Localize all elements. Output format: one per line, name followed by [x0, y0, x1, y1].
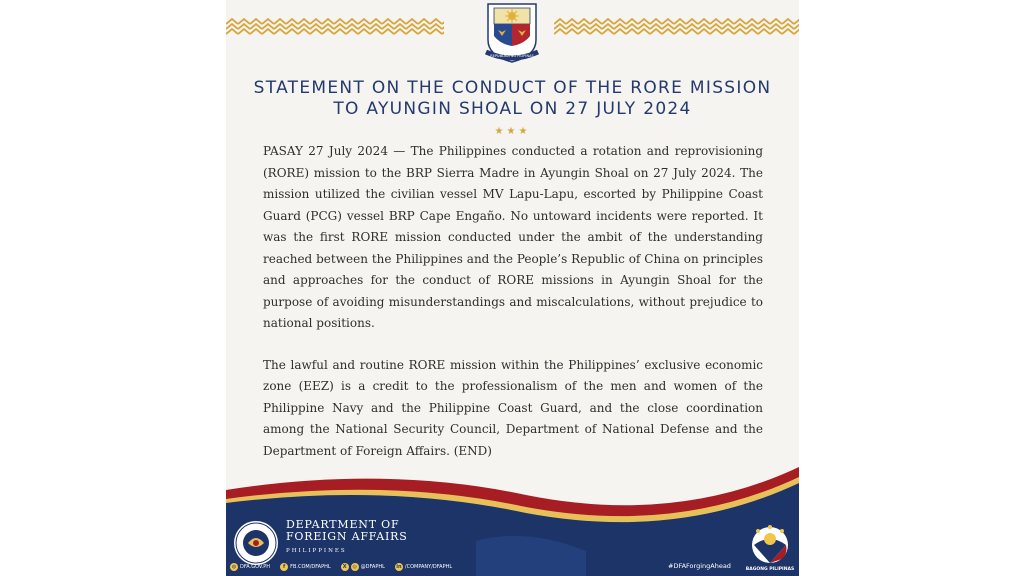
social-x[interactable]: [341, 563, 385, 571]
seal-caption: REPUBLIKA NG PILIPINAS: [490, 54, 534, 58]
social-website[interactable]: [230, 563, 270, 571]
facebook-icon: f: [280, 563, 288, 571]
globe-icon: ◍: [231, 564, 237, 570]
paragraph-2: The lawful and routine RORE mission within the Philippines’ exclusive economic zone (EEZ) is a credit to the professionalism of the men and women of the Philippine Navy and the Philippine Coast Guard, and the close coordination among the National Security Council, Department of National Defense and the Department of Foreign Affairs. (END): [263, 357, 763, 458]
dept-line-1: DEPARTMENT OF: [286, 518, 400, 531]
statement-body: [263, 141, 763, 462]
social-links: [230, 563, 452, 571]
social-linkedin[interactable]: [395, 563, 452, 571]
title-line-1: STATEMENT ON THE CONDUCT OF THE RORE MISSION: [253, 78, 772, 98]
footer-wave-graphic: [226, 455, 799, 576]
paragraph-1: PASAY 27 July 2024 — The Philippines conducted a rotation and reprovisioning (RORE) mission to the BRP Sierra Madre in Ayungin Shoal on 27 July 2024. The mission utilized the civilian vessel MV Lapu-Lapu, escorted by Philippine Coast Guard (PCG) vessel BRP Cape Engaño. No untoward incidents were reported. It was the first RORE mission conducted under the ambit of the understanding reached between the Philippines and the People’s Republic of China on principles and approaches for the conduct of RORE missions in Ayungin Shoal for the purpose of avoiding misunderstandings and miscalculations, without prejudice to national positions.: [263, 144, 763, 330]
dept-line-2: FOREIGN AFFAIRS: [286, 530, 408, 543]
social-label: /COMPANY/DFAPHL: [404, 564, 453, 570]
linkedin-icon: in: [396, 564, 402, 570]
footer-banner: [226, 455, 799, 576]
instagram-icon: ◎: [352, 564, 357, 570]
dfa-seal-icon: [232, 519, 280, 567]
social-facebook[interactable]: [280, 563, 331, 571]
bagong-pilipinas-label: BAGONG PILIPINAS: [745, 567, 795, 572]
page-title: [226, 78, 799, 120]
zigzag-ornament-left: [226, 18, 444, 36]
social-label: @DFAPHL: [360, 564, 385, 570]
bagong-pilipinas-logo-icon: [746, 523, 794, 571]
social-label: DFA.GOV.PH: [240, 564, 271, 570]
hashtag: #DFAForgingAhead: [668, 562, 731, 570]
statement-card: [226, 0, 799, 576]
zigzag-ornament-right: [554, 18, 799, 36]
title-line-2: TO AYUNGIN SHOAL ON 27 JULY 2024: [333, 99, 692, 119]
dfa-wordmark: [286, 519, 408, 557]
x-icon: X: [341, 563, 349, 571]
dept-sub: PHILIPPINES: [286, 548, 347, 554]
star-ornament: ★★★: [494, 126, 531, 137]
social-label: FB.COM/DFAPHL: [290, 564, 331, 570]
